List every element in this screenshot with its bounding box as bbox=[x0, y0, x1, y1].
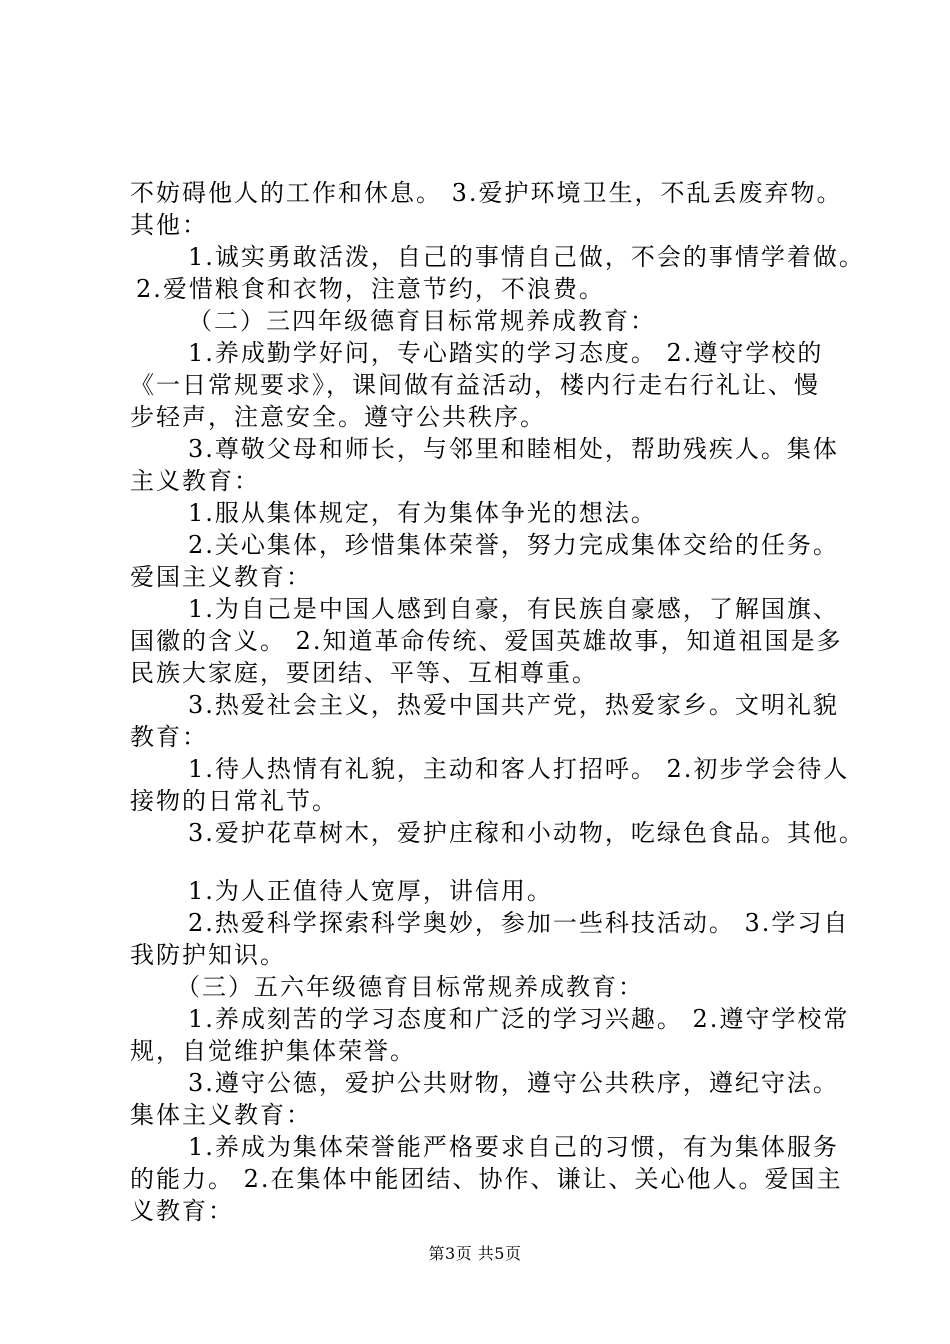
text-line: 国徽的含义。 2.知道革命传统、爱国英雄故事，知道祖国是多 bbox=[130, 627, 843, 655]
text-line: 3.爱护花草树木，爱护庄稼和小动物，吃绿色食品。其他。 bbox=[188, 819, 865, 847]
text-line: 2.关心集体，珍惜集体荣誉，努力完成集体交给的任务。 bbox=[188, 531, 839, 559]
text-line: 《一日常规要求》，课间做有益活动，楼内行走右行礼让、慢 bbox=[130, 371, 820, 399]
text-line: 其他： bbox=[130, 211, 208, 239]
text-line: 接物的日常礼节。 bbox=[130, 787, 338, 815]
text-line: 2.热爱科学探索科学奥妙，参加一些科技活动。 3.学习自 bbox=[188, 909, 850, 937]
text-line: 步轻声，注意安全。遵守公共秩序。 bbox=[130, 403, 546, 431]
text-line: 民族大家庭，要团结、平等、互相尊重。 bbox=[130, 659, 598, 687]
text-line: 规，自觉维护集体荣誉。 bbox=[130, 1037, 416, 1065]
text-line: 3.热爱社会主义，热爱中国共产党，热爱家乡。文明礼貌 bbox=[188, 691, 839, 719]
text-line: 1.养成为集体荣誉能严格要求自己的习惯，有为集体服务 bbox=[188, 1133, 839, 1161]
text-line: 1.诚实勇敢活泼，自己的事情自己做，不会的事情学着做。 bbox=[188, 243, 865, 271]
text-line: 教育： bbox=[130, 723, 208, 751]
text-line: 1.养成刻苦的学习态度和广泛的学习兴趣。 2.遵守学校常 bbox=[188, 1005, 850, 1033]
text-line: 的能力。 2.在集体中能团结、协作、谦让、关心他人。爱国主 bbox=[130, 1165, 843, 1193]
section-heading: （三）五六年级德育目标常规养成教育： bbox=[176, 973, 644, 1001]
text-line: 不妨碍他人的工作和休息。 3.爱护环境卫生，不乱丢废弃物。 bbox=[130, 179, 843, 207]
section-heading: （二）三四年级德育目标常规养成教育： bbox=[188, 307, 656, 335]
page-footer: 第3页 共5页 bbox=[428, 1244, 522, 1263]
text-line: 爱国主义教育： bbox=[130, 563, 312, 591]
text-line: 集体主义教育： bbox=[130, 1101, 312, 1129]
text-line: 1.为自己是中国人感到自豪，有民族自豪感，了解国旗、 bbox=[188, 595, 839, 623]
text-line: 主义教育： bbox=[130, 467, 260, 495]
text-line: 3.遵守公德，爱护公共财物，遵守公共秩序，遵纪守法。 bbox=[188, 1069, 839, 1097]
text-line: 2.爱惜粮食和衣物，注意节约，不浪费。 bbox=[136, 275, 605, 303]
text-line: 1.待人热情有礼貌，主动和客人打招呼。 2.初步学会待人 bbox=[188, 755, 850, 783]
text-line: 1.服从集体规定，有为集体争光的想法。 bbox=[188, 499, 657, 527]
text-line: 1.养成勤学好问，专心踏实的学习态度。 2.遵守学校的 bbox=[188, 339, 824, 367]
text-line: 义教育： bbox=[130, 1197, 234, 1225]
text-line: 我防护知识。 bbox=[130, 941, 286, 969]
text-line: 1.为人正值待人宽厚，讲信用。 bbox=[188, 877, 553, 905]
text-line: 3.尊敬父母和师长，与邻里和睦相处，帮助残疾人。集体 bbox=[188, 435, 839, 463]
